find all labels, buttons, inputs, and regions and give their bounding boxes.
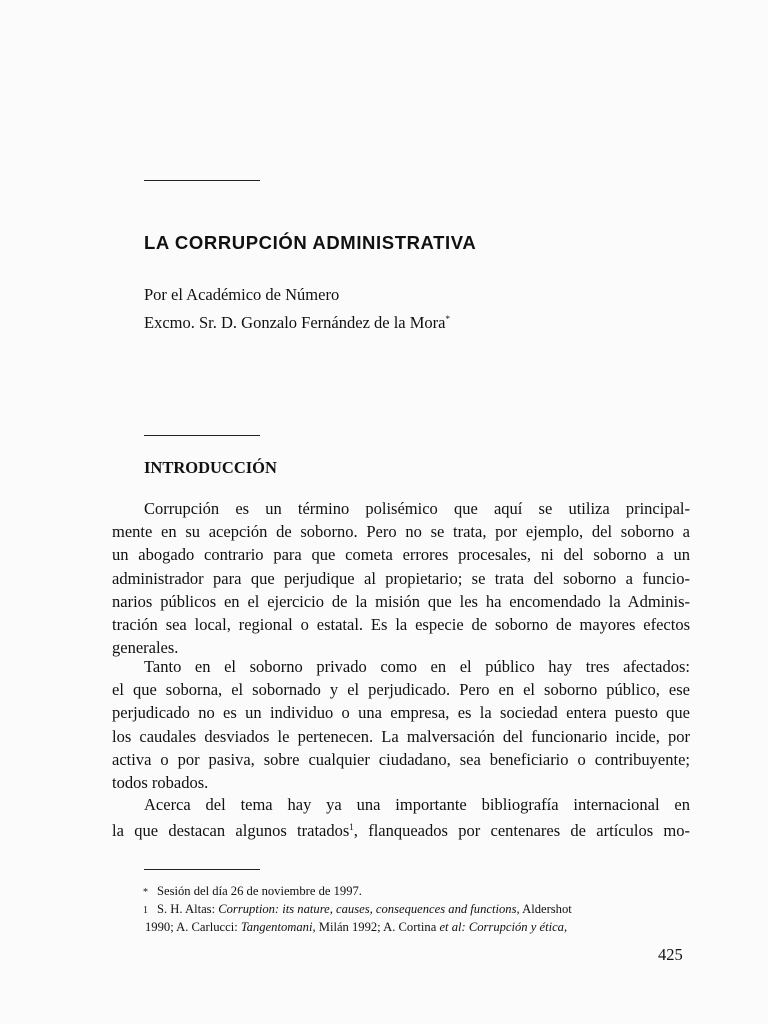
footnote-ref-1: 1 xyxy=(349,822,354,833)
text-line: administrador para que perjudique al propietario; se trata del soborno a funcio- xyxy=(112,568,690,588)
footnote-mark: * xyxy=(143,887,148,898)
text-segment: la que destacan algunos tratados xyxy=(112,821,350,841)
paragraph-2 xyxy=(112,655,690,794)
author-name: Excmo. Sr. D. Gonzalo Fernández de la Mora xyxy=(144,313,446,332)
paragraph-3 xyxy=(112,793,690,842)
text-line: los caudales desviados le pertenecen. La malversación del funcionario incide, por xyxy=(112,726,690,746)
article-title: LA CORRUPCIÓN ADMINISTRATIVA xyxy=(144,232,477,253)
text-line: generales. xyxy=(112,638,179,658)
footnote-1 xyxy=(112,901,690,919)
text-line: perjudicado no es un individuo o una empresa, es la sociedad entera puesto que xyxy=(112,703,690,723)
footnote-text: 1990; A. Carlucci: xyxy=(145,920,241,934)
text-line: todos robados. xyxy=(112,773,209,793)
byline xyxy=(144,283,450,335)
footnote-text: Aldershot xyxy=(519,902,572,916)
author-footnote-mark: * xyxy=(445,314,450,324)
footnote-1-cont xyxy=(112,919,690,936)
footnote-text: Sesión del día 26 de noviembre de 1997. xyxy=(157,884,362,898)
text-line: tración sea local, regional o estatal. Es la especie de soborno de mayores efectos xyxy=(112,615,690,635)
text-line: mente en su acepción de soborno. Pero no se trata, por ejemplo, del soborno a xyxy=(112,522,690,542)
footnote-star xyxy=(112,883,690,901)
byline-line-2 xyxy=(144,307,450,335)
top-divider xyxy=(144,180,260,181)
footnote-text: Milán 1992; A. Cortina xyxy=(315,920,440,934)
section-heading: INTRODUCCIÓN xyxy=(144,458,277,477)
footnotes xyxy=(112,883,690,936)
footnote-text: S. H. Altas: xyxy=(157,902,219,916)
text-line: Tanto en el soborno privado como en el público hay tres afectados: xyxy=(144,657,690,676)
text-line: Acerca del tema hay ya una importante bibliografía internacional en xyxy=(144,795,690,814)
footnote-divider xyxy=(144,869,260,870)
text-line: narios públicos en el ejercicio de la misión que les ha encomendado la Adminis- xyxy=(112,591,690,611)
text-segment: , flanqueados por centenares de artículos mo- xyxy=(353,821,690,841)
byline-line-1: Por el Académico de Número xyxy=(144,285,340,304)
footnote-title: Corruption: its nature, causes, consequences and functions, xyxy=(218,902,520,916)
section-divider xyxy=(144,435,260,436)
text-line: Corrupción es un término polisémico que aquí se utiliza principal- xyxy=(144,499,690,518)
page-number: 425 xyxy=(658,945,683,964)
text-line: activa o por pasiva, sobre cualquier ciudadano, sea beneficiario o contribuyente; xyxy=(112,749,690,769)
footnote-title: Tangentomani, xyxy=(240,920,316,934)
text-line: el que soborna, el sobornado y el perjudicado. Pero en el soborno público, ese xyxy=(112,680,690,700)
text-line xyxy=(112,816,690,842)
footnote-title: et al: Corrupción y ética, xyxy=(439,920,568,934)
paragraph-1 xyxy=(112,497,690,659)
footnote-mark: 1 xyxy=(143,905,148,916)
text-line: un abogado contrario para que cometa errores procesales, ni del soborno a un xyxy=(112,545,690,565)
